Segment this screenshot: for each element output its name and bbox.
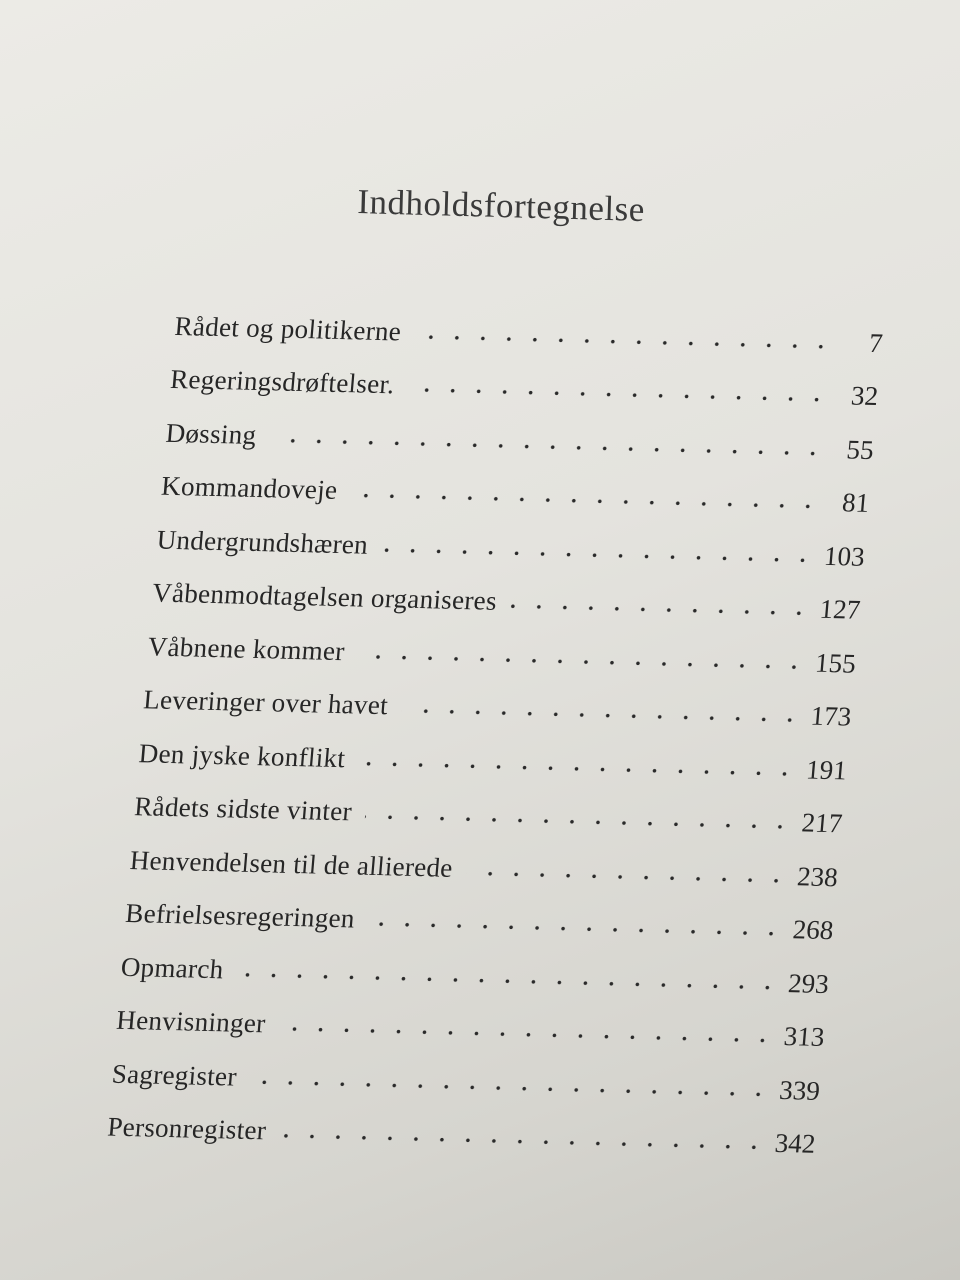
toc-entry-title: Befrielsesregeringen bbox=[124, 897, 357, 934]
toc-entry-title: Døssing bbox=[164, 417, 258, 450]
toc-entry-page: 103 bbox=[822, 540, 866, 572]
toc-entry-title: Henvisninger bbox=[115, 1004, 267, 1039]
toc-entry-page: 32 bbox=[849, 380, 880, 412]
dot-leader bbox=[279, 1131, 767, 1153]
toc-entry-title: Undergrundshæren bbox=[155, 524, 370, 560]
dot-leader bbox=[466, 868, 789, 886]
dot-leader bbox=[510, 601, 812, 618]
toc-entry-title: Kommandoveje bbox=[160, 470, 339, 505]
toc-entry-page: 238 bbox=[796, 860, 840, 892]
toc-entry-page: 293 bbox=[787, 967, 831, 999]
toc-entry-title: Personregister bbox=[106, 1111, 268, 1146]
toc-entry-title: Opmarch bbox=[119, 951, 225, 984]
toc-entry-title: Rådets sidste vinter bbox=[133, 791, 354, 827]
toc-entry-page: 127 bbox=[818, 593, 862, 625]
toc-entry-page: 81 bbox=[840, 487, 871, 518]
toc-entry-title: Henvendelsen til de allierede bbox=[128, 844, 454, 883]
toc-entry-page: 55 bbox=[845, 433, 875, 465]
toc-entry-page: 191 bbox=[805, 754, 849, 785]
toc-entry-title: Våbnene kommer bbox=[146, 630, 347, 666]
toc-entry-title: Leveringer over havet bbox=[142, 684, 390, 721]
toc-entry-page: 217 bbox=[800, 807, 844, 839]
toc-entry-page: 173 bbox=[809, 700, 853, 732]
toc-entry-title: Rådet og politikerne bbox=[173, 310, 403, 346]
toc-entry-title: Sagregister bbox=[110, 1058, 239, 1092]
toc-entry-page: 7 bbox=[867, 327, 884, 358]
table-of-contents bbox=[106, 288, 886, 1160]
toc-entry-page: 155 bbox=[813, 647, 857, 679]
toc-entry-title: Den jyske konflikt bbox=[137, 737, 347, 773]
toc-entry-page: 342 bbox=[773, 1127, 817, 1159]
toc-entry-page: 268 bbox=[791, 914, 835, 946]
toc-entry-title: Regeringsdrøftelser. bbox=[169, 363, 396, 400]
toc-entry-title: Våbenmodtagelsen organiseres bbox=[151, 577, 499, 616]
toc-entry-page: 339 bbox=[778, 1074, 822, 1106]
toc-entry-page: 313 bbox=[782, 1021, 826, 1052]
page-title: Indholdsfortegnelse bbox=[356, 182, 646, 230]
